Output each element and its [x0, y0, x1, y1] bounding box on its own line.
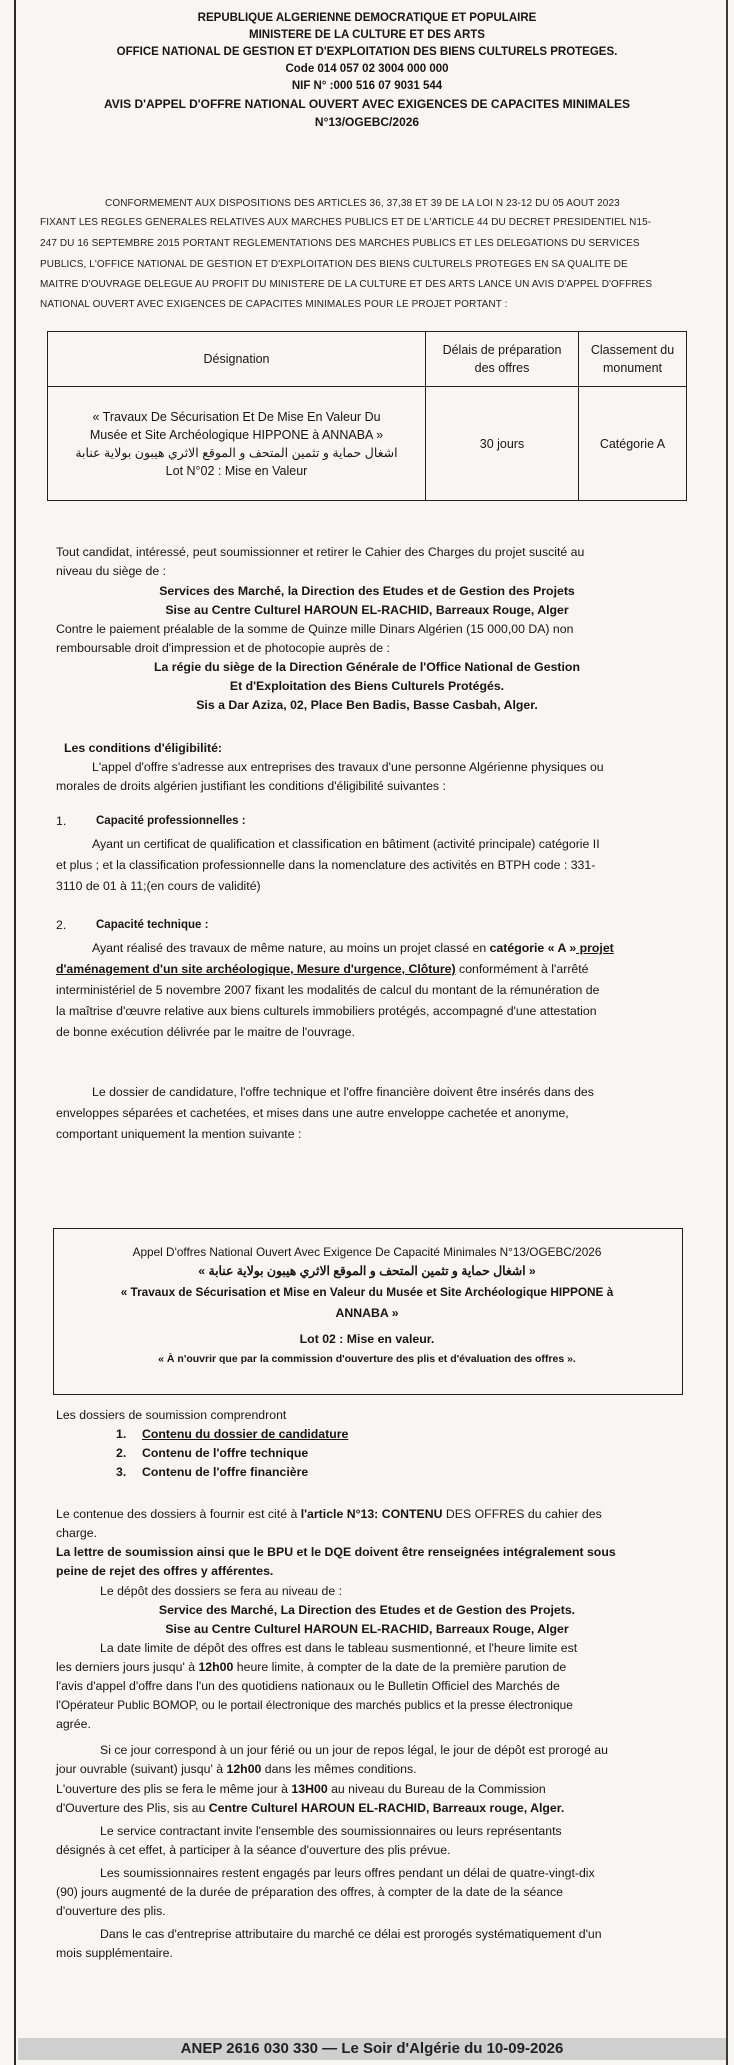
contenu-p3: Le dépôt des dossiers se fera au niveau de :: [100, 1584, 342, 1598]
cell-classement: Catégorie A: [579, 387, 687, 501]
header-ministry: MINISTERE DE LA CULTURE ET DES ARTS: [249, 29, 485, 41]
intro-line-5: MAITRE D'OUVRAGE DELEGUE AU PROFIT DU MINISTERE DE LA CULTURE ET DES ARTS LANCE UN AVIS D'APPEL D'OFFRES: [40, 279, 653, 290]
contenu-p2a: La lettre de soumission ainsi que le BPU et le DQE doivent être renseignées intégralement sous: [56, 1545, 616, 1559]
mention-line4: ANNABA »: [335, 1306, 399, 1320]
eligibilite-p1b: morales de droits algérien justifiant les conditions d'éligibilité suivantes :: [56, 779, 446, 793]
contenu-p8b: (90) jours augmenté de la durée de préparation des offres, à compter de la date de la séance: [56, 1885, 564, 1899]
contenu-p1a-1: Le contenue des dossiers à fournir est cité à: [56, 1507, 301, 1521]
contenu-p1b: charge.: [56, 1526, 98, 1540]
contenu-p7b: désignés à cet effet, à participer à la séance d'ouverture des plis prévue.: [56, 1843, 451, 1857]
dossier-p1c: comportant uniquement la mention suivante :: [56, 1127, 302, 1141]
depot-adresse: Sise au Centre Culturel HAROUN EL-RACHID, Barreaux Rouge, Alger: [165, 1622, 569, 1636]
categorie-a: catégorie « A »: [489, 941, 577, 955]
designation-line1: « Travaux De Sécurisation Et De Mise En Valeur Du: [92, 409, 381, 424]
contenu-p9a: Dans le cas d'entreprise attributaire du marché ce délai est prorogés systématiquement d'un: [100, 1927, 602, 1941]
mention-line3: « Travaux de Sécurisation et Mise en Valeur du Musée et Site Archéologique HIPPONE à: [120, 1285, 614, 1299]
soumission-item3: Contenu de l'offre financière: [142, 1465, 309, 1479]
col-delais: [426, 332, 579, 387]
capacite-tech-l2: [56, 960, 726, 979]
contenu-p4a: La date limite de dépôt des offres est dans le tableau susmentionné, et l'heure limite est: [100, 1641, 578, 1655]
header-republic: REPUBLIQUE ALGERIENNE DEMOCRATIQUE ET POPULAIRE: [197, 12, 537, 24]
capacite-tech-l3: interministériel de 5 novembre 2007 fixant les modalités de calcul du montant de la rémunération de: [56, 983, 600, 997]
table-row: [48, 387, 687, 501]
ouverture-adresse: Centre Culturel HAROUN EL-RACHID, Barreaux rouge, Alger.: [208, 1801, 565, 1815]
contenu-p5b: [56, 1760, 726, 1779]
contenu-p5b-1: jour ouvrable (suivant) jusqu' à: [56, 1762, 227, 1776]
dossier-p1a: Le dossier de candidature, l'offre technique et l'offre financière doivent être insérés dans des: [92, 1085, 594, 1099]
designation-arabic: اشغال حماية و تثمين المتحف و الموقع الاثري هيبون بولاية عنابة: [75, 445, 398, 460]
contenu-p6b-1: d'Ouverture des Plis, sis au: [56, 1801, 209, 1815]
candidat-p2a: Contre le paiement préalable de la somme de Quinze mille Dinars Algérien (15 000,00 DA) non: [56, 622, 574, 636]
contenu-p4b-3: heure limite, à compter de la date de la première parution de: [233, 1660, 567, 1674]
capacite-tech-l2b: conformément à l'arrêté: [455, 962, 589, 976]
item-number-1: 1.: [56, 814, 67, 828]
intro-line-1: CONFORMEMENT AUX DISPOSITIONS DES ARTICLES 36, 37,38 ET 39 DE LA LOI N 23-12 DU 05 AOUT 2023: [105, 198, 620, 209]
soumission-n3: 3.: [116, 1465, 127, 1479]
contenu-p6a-1: L'ouverture des plis se fera le même jour à: [56, 1782, 292, 1796]
contenu-p4c: l'avis d'appel d'offre dans l'un des quotidiens nationaux ou le Bulletin Officiel des Marchés de: [56, 1679, 560, 1693]
capacite-tech-title: Capacité technique :: [96, 919, 209, 931]
contenu-p4e: agrée.: [56, 1717, 91, 1731]
contenu-p7a: Le service contractant invite l'ensemble des soumissionnaires ou leurs représentants: [100, 1824, 562, 1838]
mention-arabic: « اشغال حماية و تثمين المتحف و الموقع الاثري هيبون بولاية عنابة »: [198, 1264, 536, 1278]
table-header-row: [48, 332, 687, 387]
intro-line-3: 247 DU 16 SEPTEMBRE 2015 PORTANT REGLEMENTATIONS DES MARCHES PUBLICS ET LES DELEGATIONS DU SERVICES: [40, 238, 640, 249]
col-classement-line1: Classement du: [590, 343, 675, 357]
col-delais-line2: des offres: [474, 361, 530, 375]
heure-ouverture: 13H00: [291, 1782, 328, 1796]
col-designation: Désignation: [48, 332, 426, 387]
intro-line-2: FIXANT LES REGLES GENERALES RELATIVES AUX MARCHES PUBLICS ET DE L'ARTICLE 44 DU DECRET PRESIDENTIEL N15-: [40, 217, 652, 228]
projet-amenagement: d'aménagement d'un site archéologique, Mesure d'urgence, Clôture): [56, 962, 456, 976]
contenu-p8a: Les soumissionnaires restent engagés par leurs offres pendant un délai de quatre-vingt-dix: [100, 1866, 595, 1880]
dossier-p1b: enveloppes séparées et cachetées, et mises dans une autre enveloppe cachetée et anonyme,: [56, 1106, 569, 1120]
capacite-pro-l1: Ayant un certificat de qualification et classification en bâtiment (activité principale) catégorie II: [92, 837, 600, 851]
notice-number: N°13/OGEBC/2026: [314, 115, 420, 129]
page-border-right: [726, 0, 728, 2065]
header-code: Code 014 057 02 3004 000 000: [285, 63, 449, 75]
intro-line-4: PUBLICS, L'OFFICE NATIONAL DE GESTION ET D'EXPLOITATION DES BIENS CULTURELS PROTEGES EN SA QUALITE DE: [40, 259, 628, 270]
heure-limite: 12h00: [198, 1660, 234, 1674]
capacite-pro-title: Capacité professionnelles :: [96, 815, 246, 827]
capacite-tech-l1c: projet: [576, 941, 614, 955]
heure-prorogation: 12h00: [226, 1762, 262, 1776]
contenu-p8c: d'ouverture des plis.: [56, 1904, 166, 1918]
candidat-p2b: remboursable droit d'impression et de photocopie auprès de :: [56, 641, 390, 655]
contenu-p9b: mois supplémentaire.: [56, 1946, 173, 1960]
col-classement: [579, 332, 687, 387]
contenu-p6a: [56, 1780, 726, 1799]
regie-line3: Sis a Dar Aziza, 02, Place Ben Badis, Basse Casbah, Alger.: [196, 698, 538, 712]
designation-line2: Musée et Site Archéologique HIPPONE à ANNABA »: [89, 427, 384, 442]
capacite-pro-l3: 3110 de 01 à 11;(en cours de validité): [56, 879, 261, 893]
contenu-p4b: [56, 1658, 726, 1677]
capacite-tech-l1: [92, 939, 722, 958]
candidat-adresse: Sise au Centre Culturel HAROUN EL-RACHID, Barreaux Rouge, Alger: [165, 603, 569, 617]
publication-footer: ANEP 2616 030 330 — Le Soir d'Algérie du 10-09-2026: [18, 2038, 726, 2060]
col-classement-line2: monument: [602, 361, 663, 375]
soumission-n2: 2.: [116, 1446, 127, 1460]
contenu-p1a-3: DES OFFRES du cahier des: [442, 1507, 602, 1521]
depot-service: Service des Marché, La Direction des Etudes et de Gestion des Projets.: [158, 1603, 576, 1617]
capacite-tech-l1a: Ayant réalisé des travaux de même nature, au moins un projet classé en: [92, 941, 490, 955]
notice-title: AVIS D'APPEL D'OFFRE NATIONAL OUVERT AVEC EXIGENCES DE CAPACITES MINIMALES: [104, 97, 630, 111]
soumission-item1: Contenu du dossier de candidature: [142, 1427, 349, 1441]
contenu-p4b-1: les derniers jours jusqu' à: [56, 1660, 199, 1674]
candidat-p1b: niveau du siège de :: [56, 564, 167, 578]
mention-line6: « À n'ouvrir que par la commission d'ouverture des plis et d'évaluation des offres ».: [158, 1353, 576, 1365]
article-13: l'article N°13: CONTENU: [300, 1507, 443, 1521]
contenu-p6a-3: au niveau du Bureau de la Commission: [327, 1782, 546, 1796]
eligibilite-title: Les conditions d'éligibilité:: [64, 741, 223, 755]
candidat-service: Services des Marché, la Direction des Etudes et de Gestion des Projets: [159, 584, 575, 598]
project-table: [47, 331, 687, 501]
soumission-n1: 1.: [116, 1427, 127, 1441]
regie-line2: Et d'Exploitation des Biens Culturels Protégés.: [229, 679, 505, 693]
contenu-p4d: l'Opérateur Public BOMOP, ou le portail électronique des marchés publics et la presse électronique: [56, 1698, 573, 1712]
contenu-p1a: [56, 1505, 726, 1524]
item-number-2: 2.: [56, 918, 67, 932]
regie-line1: La régie du siège de la Direction Générale de l'Office National de Gestion: [154, 660, 580, 674]
capacite-tech-l4: la maîtrise d'œuvre relative aux biens culturels immobiliers protégés, accompagné d'une attestation: [56, 1004, 597, 1018]
designation-lot: Lot N°02 : Mise en Valeur: [165, 463, 308, 478]
mention-line1: Appel D'offres National Ouvert Avec Exigence De Capacité Minimales N°13/OGEBC/2026: [132, 1245, 602, 1259]
cell-designation: [48, 387, 426, 501]
page-border-left: [14, 0, 16, 2065]
header-office: OFFICE NATIONAL DE GESTION ET D'EXPLOITATION DES BIENS CULTURELS PROTEGES.: [116, 46, 618, 58]
candidat-p1a: Tout candidat, intéressé, peut soumissionner et retirer le Cahier des Charges du projet suscité au: [56, 545, 585, 559]
col-delais-line1: Délais de préparation: [442, 343, 562, 357]
soumission-title: Les dossiers de soumission comprendront: [56, 1408, 287, 1422]
contenu-p5b-3: dans les mêmes conditions.: [261, 1762, 417, 1776]
cell-delai: 30 jours: [426, 387, 579, 501]
contenu-p6b: [56, 1799, 726, 1818]
mention-line5: Lot 02 : Mise en valeur.: [299, 1332, 435, 1346]
contenu-p2b: peine de rejet des offres y afférentes.: [56, 1564, 274, 1578]
capacite-tech-l5: de bonne exécution délivrée par le maitre de l'ouvrage.: [56, 1025, 356, 1039]
capacite-pro-l2: et plus ; et la classification professionnelle dans la nomenclature des activités en BTPH code : 331-: [56, 858, 596, 872]
eligibilite-p1a: L'appel d'offre s'adresse aux entreprises des travaux d'une personne Algérienne physiques ou: [92, 760, 604, 774]
contenu-p5a: Si ce jour correspond à un jour férié ou un jour de repos légal, le jour de dépôt est prorogé au: [100, 1743, 608, 1757]
intro-line-6: NATIONAL OUVERT AVEC EXIGENCES DE CAPACITES MINIMALES POUR LE PROJET PORTANT :: [40, 299, 508, 310]
header-nif: NIF N° :000 516 07 9031 544: [291, 80, 443, 92]
soumission-item2: Contenu de l'offre technique: [142, 1446, 309, 1460]
